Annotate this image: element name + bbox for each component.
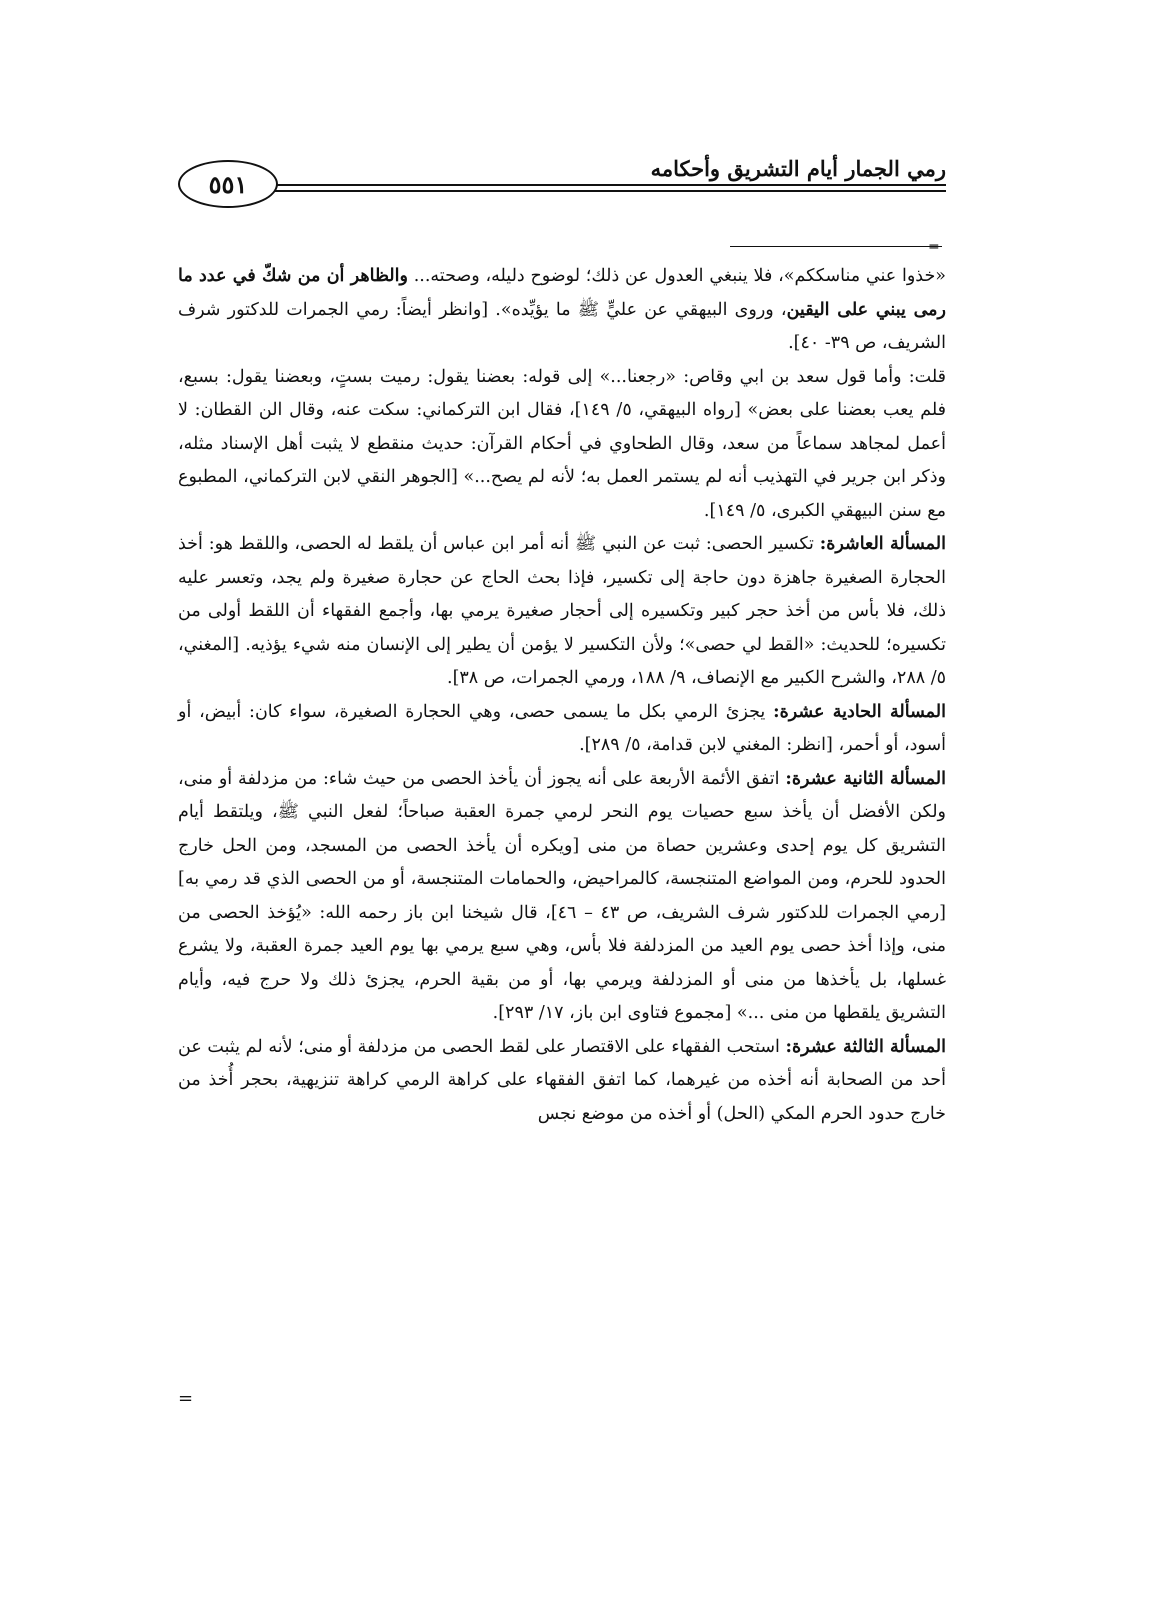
continuation-mark: = [178,1388,194,1409]
header-rule-top [274,184,946,186]
quote-paragraph: قلت: وأما قول سعد بن ابي وقاص: «رجعنا...» إلى قوله: بعضنا يقول: رميت بستٍ، وبعضنا يقول: بسبع، فلم يعب بعضنا على بعض» [رواه البيهقي، ٥/ ١٤٩]، فقال ابن التركماني: سكت عنه، وقال الن القطان: لا أعمل لمجاهد سماعاً من سعد، وقال الطحاوي في أحكام القرآن: حديث منقطع لا يثبت أهل الإسناد مثله، وذكر ابن جرير في التهذيب أنه لم يستمر العمل به؛ لأنه لم يصح...» [الجوهر النقي لابن التركماني، المطبوع مع سنن البيهقي الكبرى، ٥/ ١٤٩]. [178,366,946,521]
footnote-text-1: «خذوا عني مناسككم»، فلا ينبغي العدول عن ذلك؛ لوضوح دليله، وصحته... [407,266,947,286]
issue-paragraph [178,1031,946,1132]
footnote-continuation [178,260,946,361]
page-header [178,150,946,212]
issue-heading: المسألة الثانية عشرة: [785,768,946,789]
footnote-bold-text: والظاهر أن من شكّ في عدد ما رمى يبني على اليقين [178,266,946,320]
header-rule-bottom [274,190,946,192]
page-number: ٥٥١ [178,160,278,208]
footnote-separator [730,246,942,247]
issue-paragraph [178,528,946,696]
page-body [178,260,946,1131]
issue-text: يجزئ الرمي بكل ما يسمى حصى، وهي الحجارة الصغيرة، سواء كان: أبيض، أو أسود، أو أحمر، [انظر: المغني لابن قدامة، ٥/ ٢٨٩]. [178,701,946,755]
issue-text: اتفق الأئمة الأربعة على أنه يجوز أن يأخذ الحصى من حيث شاء: من مزدلفة أو منى، ولكن الأفضل أن يأخذ سبع حصيات يوم النحر لرمي جمرة العقبة صباحاً؛ لفعل النبي ﷺ، ويلتقط أيام التشريق كل يوم إحدى وعشرين حصاة من منى [ويكره أن يأخذ الحصى من المسجد، ومن الحل خارج الحدود للحرم، ومن المواضع المتنجسة، كالمراحيض، والحمامات المتنجسة، أو من الحصى الذي قد رمي به] [رمي الجمرات للدكتور شرف الشريف، ص ٤٣ – ٤٦]، قال شيخنا ابن باز رحمه الله: «يُؤخذ الحصى من منى، وإذا أخذ حصى يوم العيد من المزدلفة فلا بأس، وهي سبع يرمي بها يوم العيد جمرة العقبة، ولا يشرع غسلها، بل يأخذها من منى أو المزدلفة ويرمي بها، أو من بقية الحرم، يجزئ ذلك ولا حرج فيه، وأيام التشريق يلقطها من منى ...» [مجموع فتاوى ابن باز، ١٧/ ٢٩٣]. [178,768,946,1023]
issue-paragraph [178,696,946,763]
footnote-text-2: ، وروى البيهقي عن عليٍّ ﷺ ما يؤيِّده». [وانظر أيضاً: رمي الجمرات للدكتور شرف الشريف، ص ٣٩- ٤٠]. [178,299,946,353]
issue-paragraph [178,763,946,1031]
issue-heading: المسألة العاشرة: [819,534,946,554]
running-title: رمي الجمار أيام التشريق وأحكامه [650,156,946,181]
issue-heading: المسألة الثالثة عشرة: [785,1036,947,1057]
issue-text: استحب الفقهاء على الاقتصار على لقط الحصى من مزدلفة أو منى؛ لأنه لم يثبت عن أحد من الصحابة أنه أخذه من غيرهما، كما اتفق الفقهاء على كراهة الرمي كراهة تنزيهية، بحجر أُخذ من خارج حدود الحرم المكي (الحل) أو أخذه من موضع نجس [178,1036,946,1124]
issue-text: تكسير الحصى: ثبت عن النبي ﷺ أنه أمر ابن عباس أن يلقط له الحصى، واللقط هو: أخذ الحجارة الصغيرة جاهزة دون حاجة إلى تكسير، فإذا بحث الحاج عن حجارة صغيرة ولم يجد، وتعسر عليه ذلك، فلا بأس من أخذ حجر كبير وتكسيره إلى أحجار صغيرة يرمي بها، وأجمع الفقهاء أن اللقط أولى من تكسيره؛ للحديث: «القط لي حصى»؛ ولأن التكسير لا يؤمن أن يطير إلى الإنسان منه شيء يؤذيه. [المغني، ٥/ ٢٨٨، والشرح الكبير مع الإنصاف، ٩/ ١٨٨، ورمي الجمرات، ص ٣٨]. [178,534,946,688]
footnote-separator-mark: = [928,239,940,255]
issue-heading: المسألة الحادية عشرة: [773,701,946,722]
